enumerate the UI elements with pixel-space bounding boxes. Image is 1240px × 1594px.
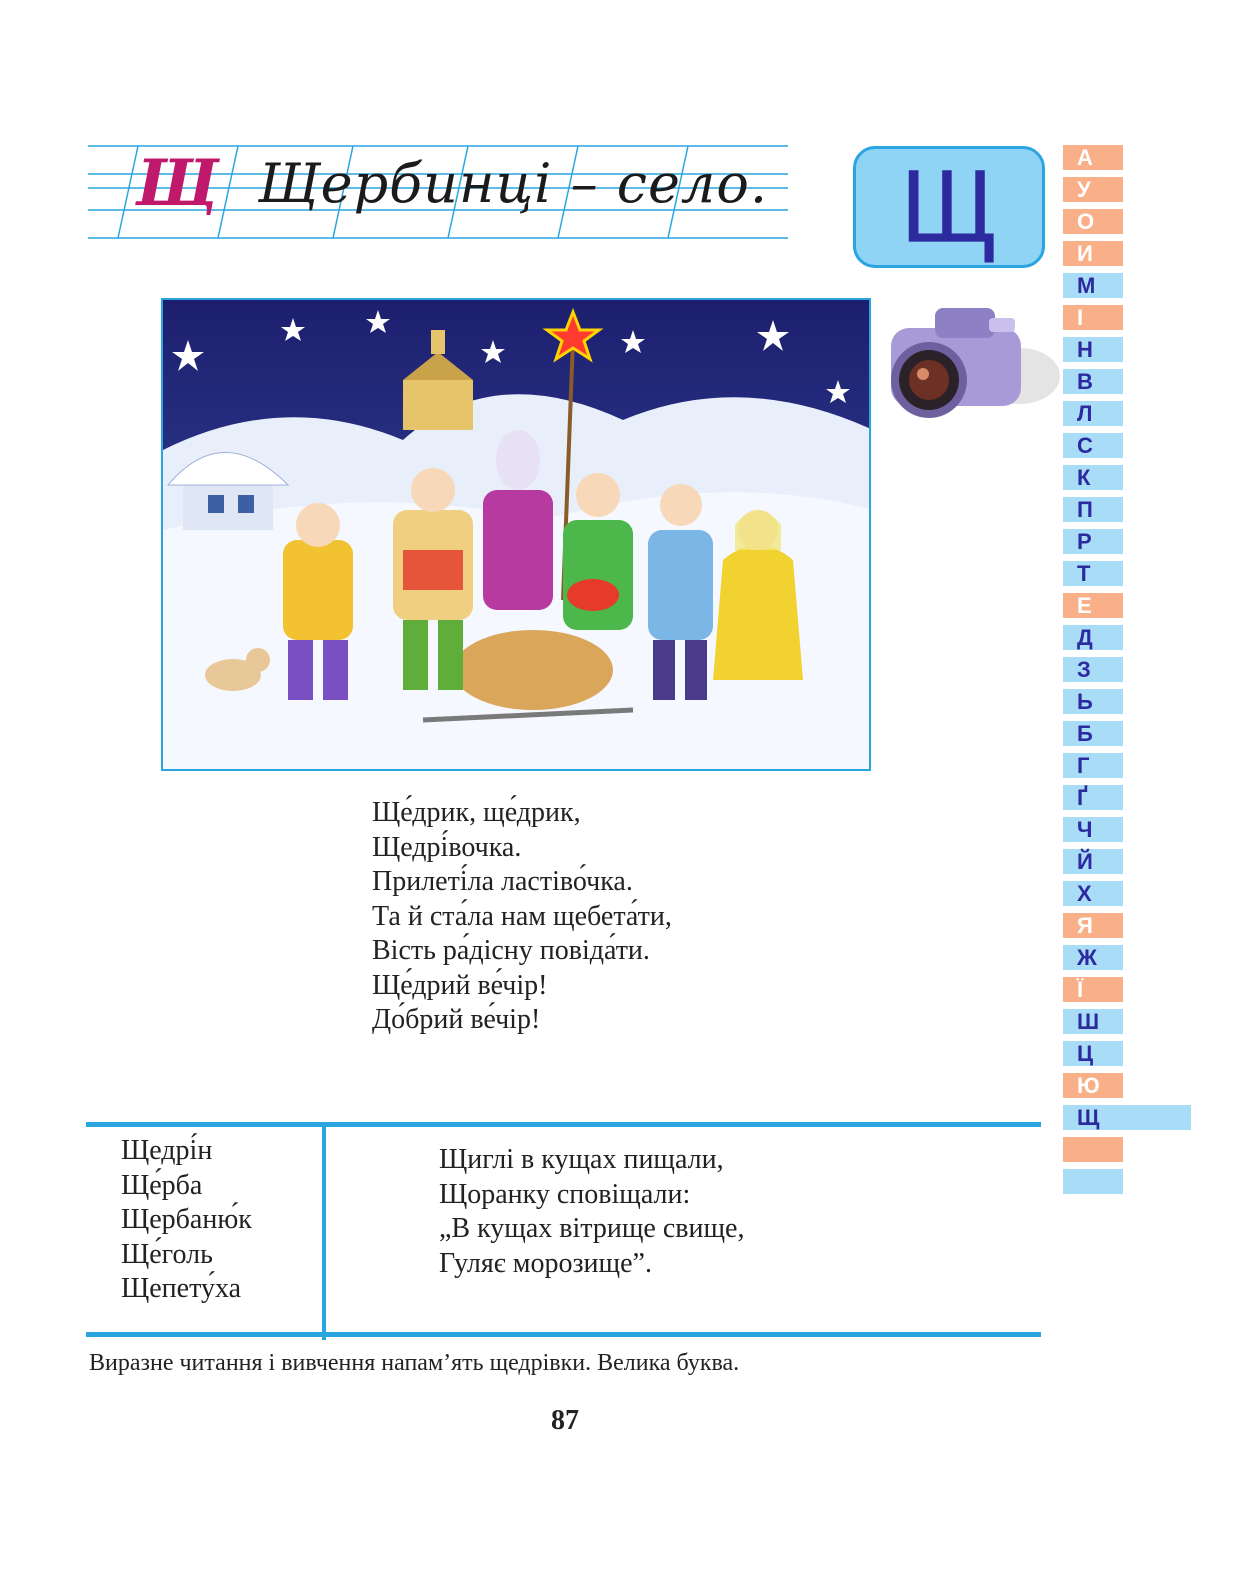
alphabet-letter: О	[1063, 209, 1123, 234]
camera-icon	[885, 298, 1063, 423]
handwritten-phrase: Щербинці – село.	[258, 152, 768, 215]
surname-item: Ще́голь	[121, 1238, 213, 1270]
alphabet-letter: Ь	[1063, 689, 1123, 714]
alphabet-letter: Ч	[1063, 817, 1123, 842]
lesson-caption: Виразне читання і вивчення напам’ять щедрівки. Велика буква.	[89, 1350, 740, 1376]
surname-list	[121, 1134, 252, 1307]
alphabet-letter: Х	[1063, 881, 1123, 906]
poem-line: Вість ра́дісну повіда́ти.	[372, 935, 650, 966]
alphabet-strip	[1063, 145, 1123, 1201]
alphabet-letter: А	[1063, 145, 1123, 170]
alphabet-letter: В	[1063, 369, 1123, 394]
verse-line: „В кущах вітрище свище,	[439, 1213, 745, 1244]
alphabet-letter: И	[1063, 241, 1123, 266]
poem-line: Прилеті́ла ластіво́чка.	[372, 866, 633, 897]
alphabet-letter: Д	[1063, 625, 1123, 650]
surname-item: Щепету́ха	[121, 1273, 242, 1304]
poem-line: Щедрі́вочка.	[372, 831, 522, 863]
letter-badge: Щ	[853, 146, 1045, 268]
page-number: 87	[551, 1405, 579, 1436]
alphabet-letter: Ц	[1063, 1041, 1123, 1066]
surname-item: Щедрі́н	[121, 1135, 213, 1166]
alphabet-letter: Ї	[1063, 977, 1123, 1002]
verse-line: Щиглі в кущах пищали,	[439, 1144, 724, 1175]
alphabet-letter: Я	[1063, 913, 1123, 938]
poem-shchedryk	[372, 796, 672, 1038]
alphabet-letter: І	[1063, 305, 1123, 330]
alphabet-letter: П	[1063, 497, 1123, 522]
alphabet-letter: У	[1063, 177, 1123, 202]
alphabet-letter: Щ	[1063, 1105, 1191, 1130]
alphabet-letter: Л	[1063, 401, 1123, 426]
alphabet-letter: Ш	[1063, 1009, 1123, 1034]
alphabet-letter: Б	[1063, 721, 1123, 746]
poem-line: Ще́дрий ве́чір!	[372, 969, 548, 1001]
copybook-line	[88, 140, 788, 244]
verse-line: Гуляє морозище”.	[439, 1247, 652, 1279]
alphabet-letter	[1063, 1137, 1123, 1162]
poem-line: До́брий ве́чір!	[372, 1004, 541, 1035]
surname-item: Щербаню́к	[121, 1204, 252, 1235]
table-bottom-rule	[86, 1332, 1041, 1337]
alphabet-letter: Й	[1063, 849, 1123, 874]
alphabet-letter: Ю	[1063, 1073, 1123, 1098]
alphabet-letter: З	[1063, 657, 1123, 682]
table-divider	[322, 1126, 326, 1340]
alphabet-letter: Ж	[1063, 945, 1123, 970]
tongue-twister-verse	[439, 1143, 744, 1281]
verse-line: Щоранку сповіщали:	[439, 1178, 691, 1210]
surname-item: Ще́рба	[121, 1169, 203, 1201]
alphabet-letter: К	[1063, 465, 1123, 490]
table-top-rule	[86, 1122, 1041, 1127]
alphabet-letter: Г	[1063, 753, 1123, 778]
handwritten-letter: Щ	[136, 146, 219, 221]
alphabet-letter: М	[1063, 273, 1123, 298]
poem-line: Ще́дрик, ще́дрик,	[372, 797, 581, 828]
alphabet-letter: Ґ	[1063, 785, 1123, 810]
carolers-illustration	[161, 298, 871, 771]
alphabet-letter: С	[1063, 433, 1123, 458]
alphabet-letter: Н	[1063, 337, 1123, 362]
alphabet-letter: Т	[1063, 561, 1123, 586]
poem-line: Та й ста́ла нам щебета́ти,	[372, 900, 672, 932]
alphabet-letter: Р	[1063, 529, 1123, 554]
alphabet-letter: Е	[1063, 593, 1123, 618]
alphabet-letter	[1063, 1169, 1123, 1194]
